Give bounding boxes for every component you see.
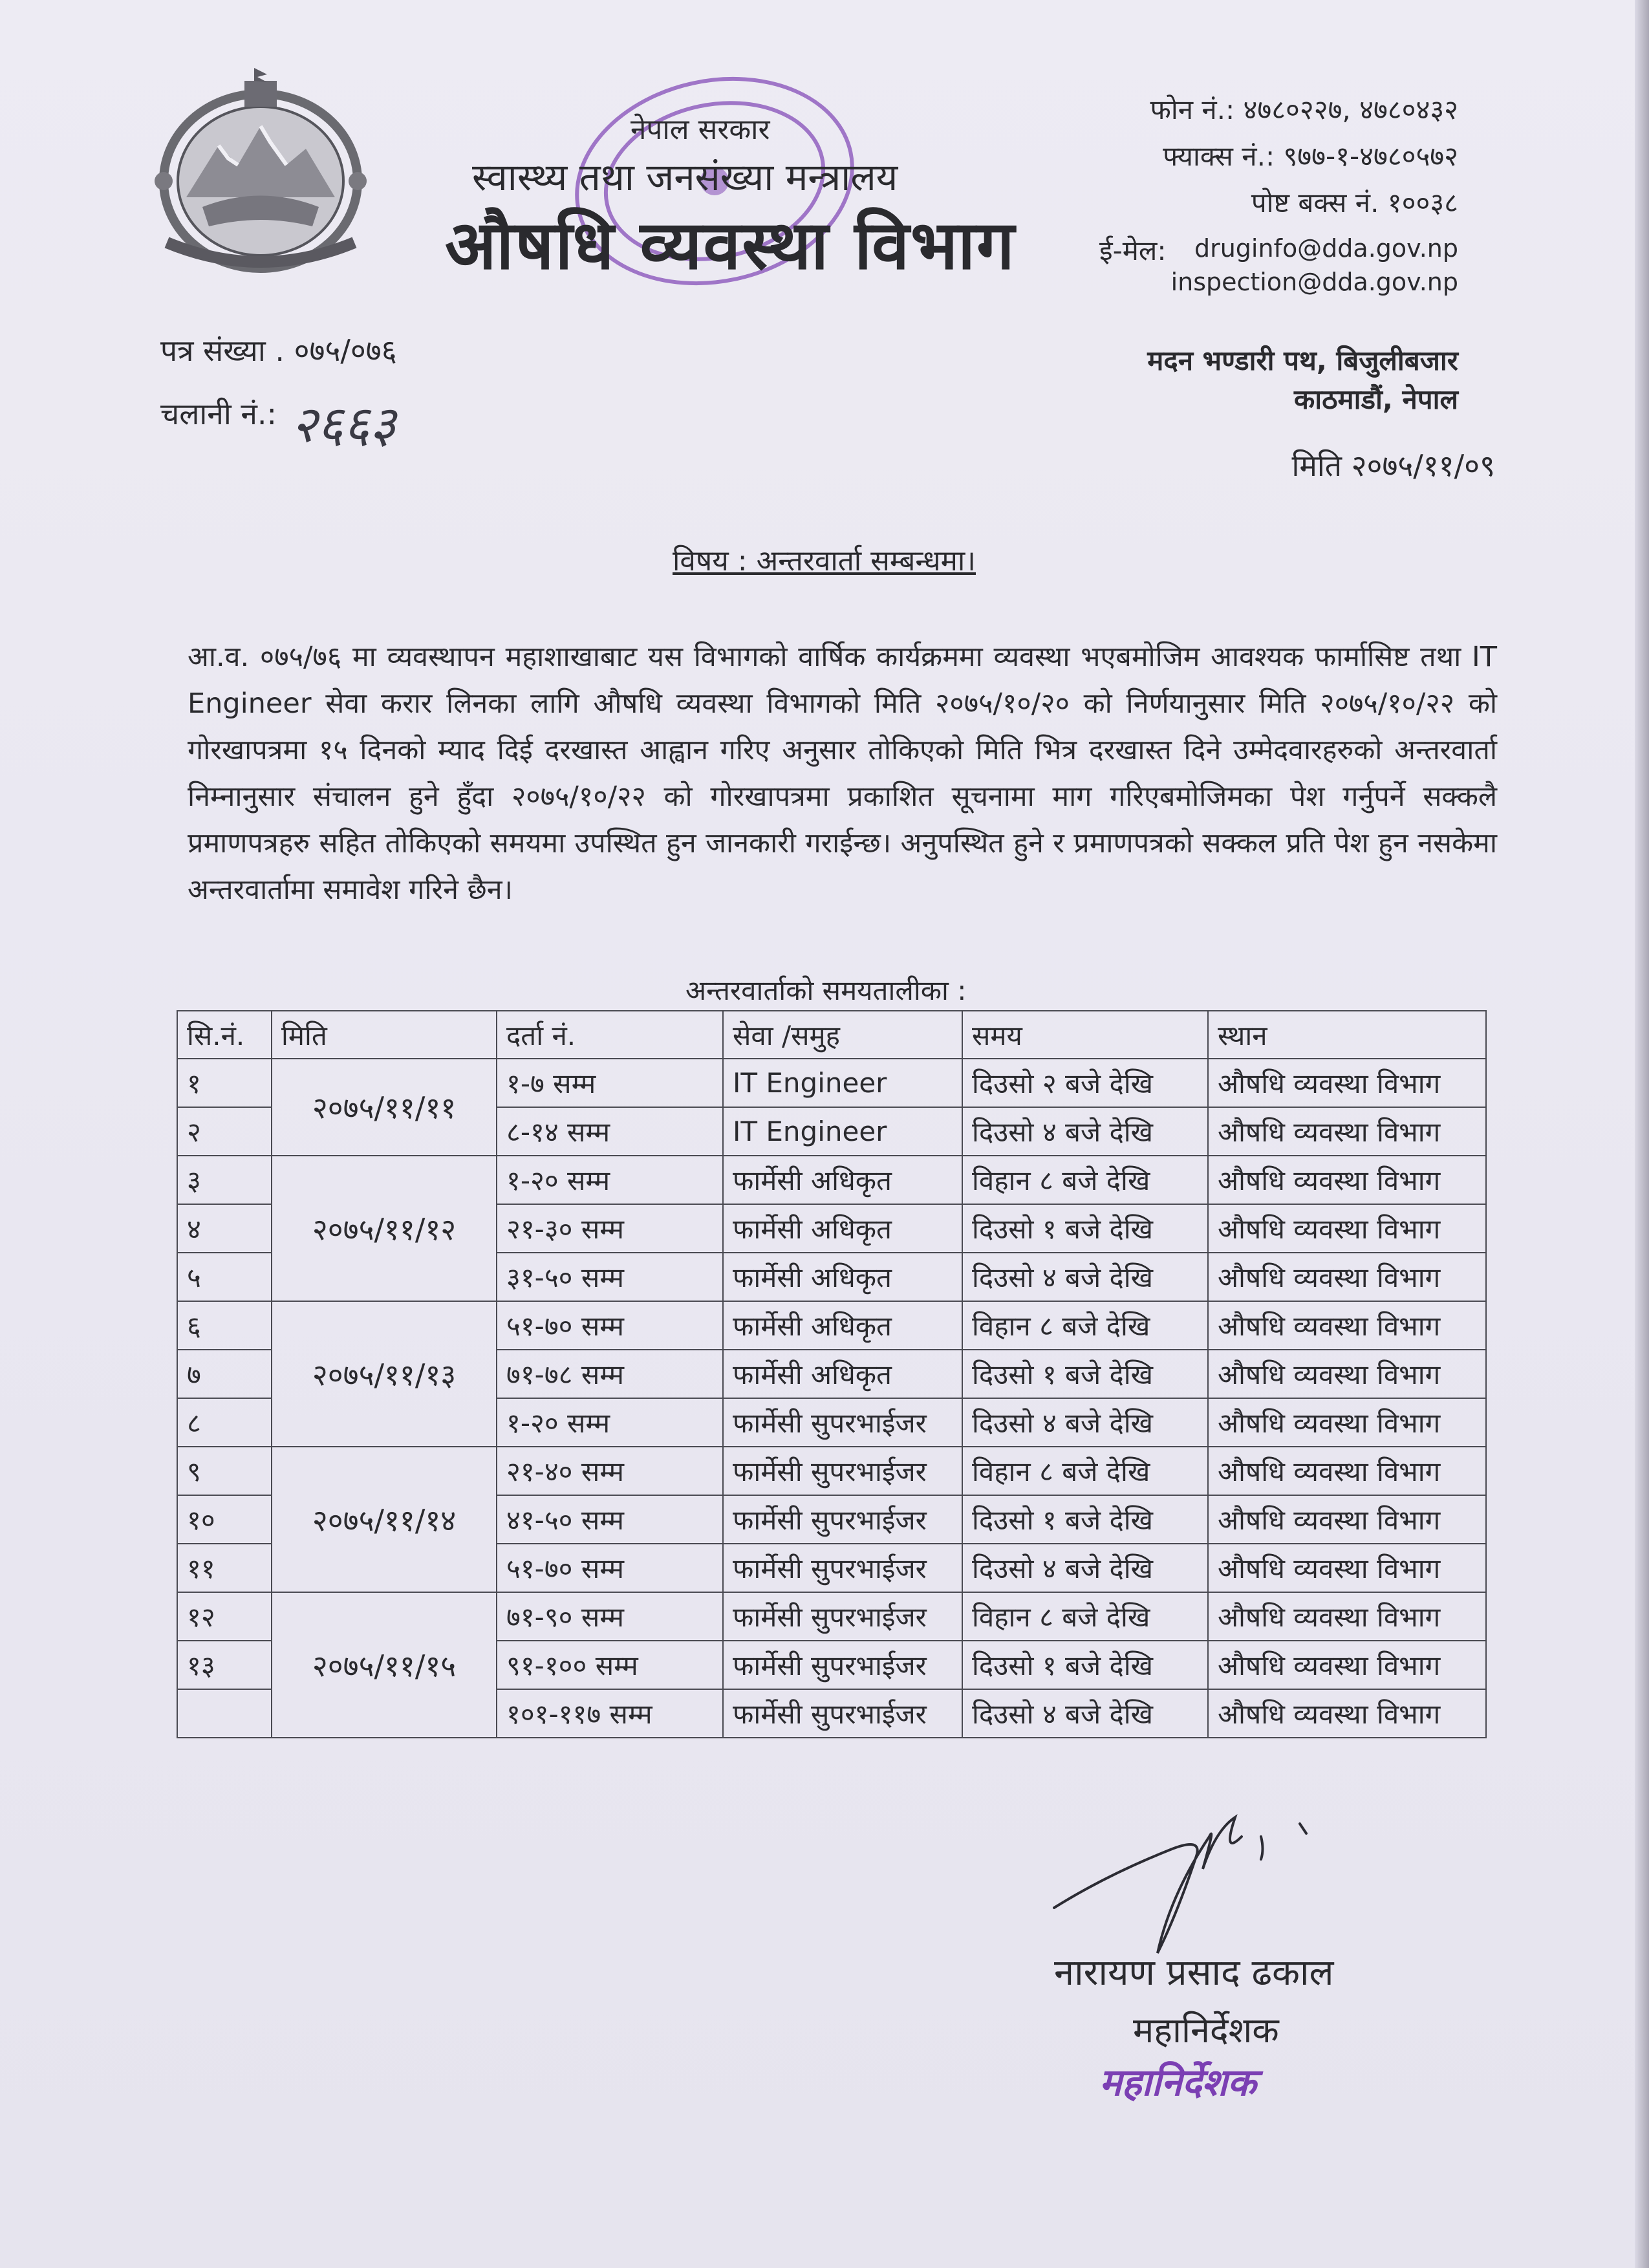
cell-venue: औषधि व्यवस्था विभाग [1208, 1204, 1486, 1253]
cell-registration: ४१-५० सम्म [497, 1495, 723, 1544]
cell-registration: २१-३० सम्म [497, 1204, 723, 1253]
cell-serial: १२ [177, 1592, 272, 1641]
cell-date: २०७५/११/१४ [272, 1447, 497, 1592]
cell-time: दिउसो ४ बजे देखि [962, 1689, 1208, 1738]
cell-time: विहान ८ बजे देखि [962, 1592, 1208, 1641]
cell-time: दिउसो ४ बजे देखि [962, 1107, 1208, 1156]
col-service: सेवा /समुह [723, 1011, 962, 1059]
email-druginfo[interactable]: druginfo@dda.gov.np [1194, 234, 1458, 263]
cell-service: IT Engineer [723, 1107, 962, 1156]
cell-serial: ८ [177, 1398, 272, 1447]
signatory-name: नारायण प्रसाद ढकाल [1054, 1952, 1334, 1994]
cell-registration: ९१-१०० सम्म [497, 1641, 723, 1689]
table-row [177, 1301, 1486, 1350]
cell-venue: औषधि व्यवस्था विभाग [1208, 1447, 1486, 1495]
cell-registration: २१-४० सम्म [497, 1447, 723, 1495]
email-label: ई-मेल: [1099, 235, 1167, 266]
cell-time: दिउसो १ बजे देखि [962, 1204, 1208, 1253]
cell-venue: औषधि व्यवस्था विभाग [1208, 1350, 1486, 1398]
po-box: पोष्ट बक्स नं. १००३८ [1251, 187, 1458, 219]
cell-time: दिउसो १ बजे देखि [962, 1641, 1208, 1689]
cell-time: विहान ८ बजे देखि [962, 1156, 1208, 1204]
interview-schedule-table [177, 1010, 1487, 1738]
nepal-emblem-icon [141, 68, 380, 281]
page-edge-shadow [1635, 0, 1649, 2268]
col-serial: सि.नं. [177, 1011, 272, 1059]
cell-service: फार्मेसी सुपरभाईजर [723, 1495, 962, 1544]
cell-registration: १-७ सम्म [497, 1059, 723, 1107]
cell-date: २०७५/११/१५ [272, 1592, 497, 1738]
department-name: औषधि व्यवस्था विभाग [445, 206, 1016, 285]
cell-venue: औषधि व्यवस्था विभाग [1208, 1641, 1486, 1689]
cell-service: फार्मेसी अधिकृत [723, 1350, 962, 1398]
fax-number: फ्याक्स नं.: ९७७-१-४७८०५७२ [1163, 140, 1458, 172]
cell-venue: औषधि व्यवस्था विभाग [1208, 1544, 1486, 1592]
cell-registration: ७१-७८ सम्म [497, 1350, 723, 1398]
cell-date: २०७५/११/११ [272, 1059, 497, 1156]
cell-venue: औषधि व्यवस्था विभाग [1208, 1301, 1486, 1350]
cell-service: फार्मेसी अधिकृत [723, 1253, 962, 1301]
cell-serial [177, 1689, 272, 1738]
cell-venue: औषधि व्यवस्था विभाग [1208, 1689, 1486, 1738]
phone-number: फोन नं.: ४७८०२२७, ४७८०४३२ [1150, 94, 1458, 125]
cell-venue: औषधि व्यवस्था विभाग [1208, 1592, 1486, 1641]
cell-serial: ७ [177, 1350, 272, 1398]
cell-time: दिउसो १ बजे देखि [962, 1495, 1208, 1544]
cell-serial: ४ [177, 1204, 272, 1253]
cell-time: दिउसो ४ बजे देखि [962, 1253, 1208, 1301]
cell-service: IT Engineer [723, 1059, 962, 1107]
cell-serial: १० [177, 1495, 272, 1544]
chalani-label: चलानी नं.: [160, 396, 277, 431]
cell-serial: १३ [177, 1641, 272, 1689]
cell-serial: ३ [177, 1156, 272, 1204]
cell-service: फार्मेसी सुपरभाईजर [723, 1592, 962, 1641]
cell-venue: औषधि व्यवस्था विभाग [1208, 1495, 1486, 1544]
cell-service: फार्मेसी सुपरभाईजर [723, 1689, 962, 1738]
handwritten-signature [1048, 1798, 1319, 1966]
table-row [177, 1059, 1486, 1107]
designation-seal: महानिर्देशक [1099, 2060, 1256, 2104]
schedule-title: अन्तरवार्ताको समयतालीका : [685, 975, 967, 1006]
cell-registration: ५१-७० सम्म [497, 1544, 723, 1592]
address-line-1: मदन भण्डारी पथ, बिजुलीबजार [1147, 345, 1458, 376]
cell-registration: ३१-५० सम्म [497, 1253, 723, 1301]
cell-service: फार्मेसी अधिकृत [723, 1204, 962, 1253]
letter-subject: विषय : अन्तरवार्ता सम्बन्धमा। [673, 545, 976, 578]
cell-serial: ११ [177, 1544, 272, 1592]
cell-time: विहान ८ बजे देखि [962, 1301, 1208, 1350]
patra-sankhya: पत्र संख्या . ०७५/०७६ [160, 333, 397, 368]
signatory-designation: महानिर्देशक [1133, 2010, 1279, 2051]
table-header-row [177, 1011, 1486, 1059]
cell-registration: १०१-११७ सम्म [497, 1689, 723, 1738]
cell-serial: ६ [177, 1301, 272, 1350]
cell-date: २०७५/११/१३ [272, 1301, 497, 1447]
cell-time: दिउसो ४ बजे देखि [962, 1398, 1208, 1447]
col-venue: स्थान [1208, 1011, 1486, 1059]
chalani-number: २६६३ [291, 396, 396, 454]
cell-service: फार्मेसी सुपरभाईजर [723, 1544, 962, 1592]
cell-service: फार्मेसी सुपरभाईजर [723, 1447, 962, 1495]
cell-service: फार्मेसी अधिकृत [723, 1301, 962, 1350]
cell-venue: औषधि व्यवस्था विभाग [1208, 1253, 1486, 1301]
cell-serial: २ [177, 1107, 272, 1156]
cell-date: २०७५/११/१२ [272, 1156, 497, 1301]
cell-serial: ९ [177, 1447, 272, 1495]
cell-service: फार्मेसी सुपरभाईजर [723, 1398, 962, 1447]
cell-registration: १-२० सम्म [497, 1156, 723, 1204]
cell-service: फार्मेसी सुपरभाईजर [723, 1641, 962, 1689]
cell-registration: ५१-७० सम्म [497, 1301, 723, 1350]
letter-date: मिति २०७५/११/०९ [1291, 448, 1495, 483]
cell-serial: ५ [177, 1253, 272, 1301]
cell-time: दिउसो ४ बजे देखि [962, 1544, 1208, 1592]
cell-registration: ८-१४ सम्म [497, 1107, 723, 1156]
ministry-name: स्वास्थ्य तथा जनसंख्या मन्त्रालय [472, 155, 898, 199]
address-line-2: काठमाडौं, नेपाल [1294, 383, 1458, 415]
cell-registration: ७१-९० सम्म [497, 1592, 723, 1641]
letter-body: आ.व. ०७५/७६ मा व्यवस्थापन महाशाखाबाट यस विभागको वार्षिक कार्यक्रममा व्यवस्था भएबमोजिम आवश्यक फार्मासिष्ट तथा IT Engineer सेवा करार लिनका लागि औषधि व्यवस्था विभागको मिति २०७५/१०/२० को निर्णयानुसार मिति २०७५/१०/२२ को गोरखापत्रमा १५ दिनको म्याद दिई दरखास्त आह्वान गरिए अनुसार तोकिएको मिति भित्र दरखास्त दिने उम्मेदवारहरुको अन्तरवार्ता निम्नानुसार संचालन हुने हुँदा २०७५/१०/२२ को गोरखापत्रमा प्रकाशित सूचनामा माग गरिएबमोजिमका पेश गर्नुपर्ने सक्कलै प्रमाणपत्रहरु सहित तोकिएको समयमा उपस्थित हुन जानकारी गराईन्छ। अनुपस्थित हुने र प्रमाणपत्रको सक्कल प्रति पेश हुन नसकेमा अन्तरवार्तामा समावेश गरिने छैन। [188, 641, 1497, 906]
cell-venue: औषधि व्यवस्था विभाग [1208, 1156, 1486, 1204]
cell-venue: औषधि व्यवस्था विभाग [1208, 1107, 1486, 1156]
table-row [177, 1592, 1486, 1641]
cell-time: दिउसो १ बजे देखि [962, 1350, 1208, 1398]
col-date: मिति [272, 1011, 497, 1059]
cell-serial: १ [177, 1059, 272, 1107]
col-time: समय [962, 1011, 1208, 1059]
cell-venue: औषधि व्यवस्था विभाग [1208, 1059, 1486, 1107]
cell-service: फार्मेसी अधिकृत [723, 1156, 962, 1204]
col-registration: दर्ता नं. [497, 1011, 723, 1059]
table-row [177, 1156, 1486, 1204]
cell-registration: १-२० सम्म [497, 1398, 723, 1447]
cell-venue: औषधि व्यवस्था विभाग [1208, 1398, 1486, 1447]
table-row [177, 1447, 1486, 1495]
email-inspection[interactable]: inspection@dda.gov.np [1170, 268, 1458, 296]
cell-time: दिउसो २ बजे देखि [962, 1059, 1208, 1107]
government-name: नेपाल सरकार [630, 113, 770, 146]
cell-time: विहान ८ बजे देखि [962, 1447, 1208, 1495]
